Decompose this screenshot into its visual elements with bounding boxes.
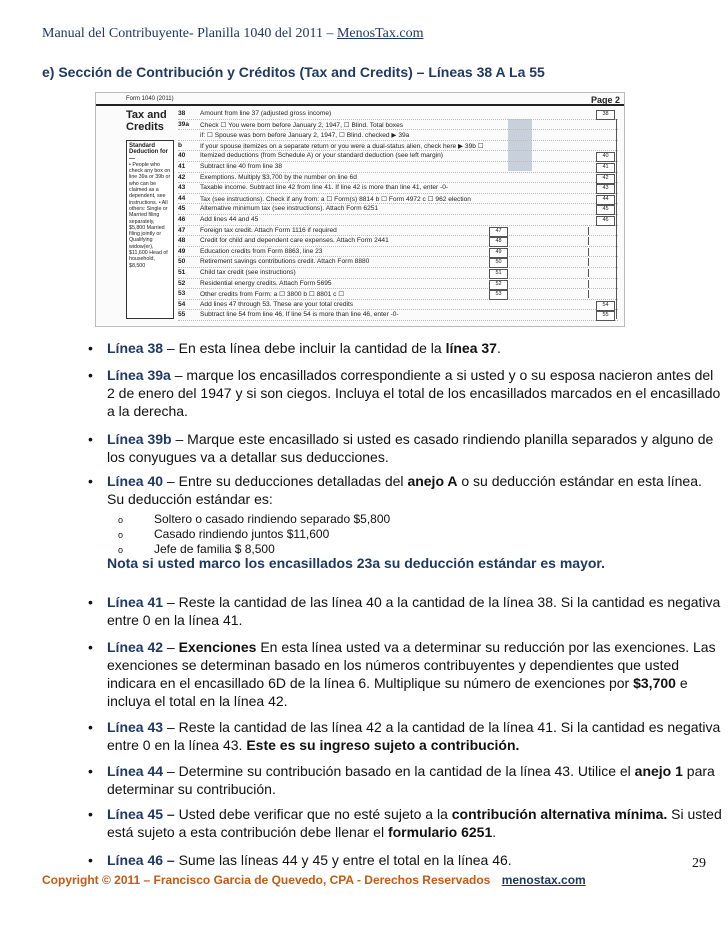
- sub-list-text: Soltero o casado rindiendo separado $5,800: [154, 512, 391, 526]
- bold-phrase: Este es su ingreso sujeto a contribución.: [246, 737, 520, 753]
- body-text: –: [163, 763, 179, 779]
- form-right-box[interactable]: 42: [596, 174, 615, 184]
- form-line: [178, 269, 618, 279]
- form-line-desc: Itemized deductions (from Schedule A) or your standard deduction (see left margin): [200, 152, 443, 160]
- bullet-text: [107, 472, 722, 508]
- bullet-text: [107, 430, 722, 466]
- form-line: [178, 184, 618, 194]
- form-right-box[interactable]: 41: [596, 163, 615, 173]
- bold-phrase: anejo A: [407, 473, 458, 489]
- form-right-box[interactable]: 40: [596, 152, 615, 162]
- form-mid-amount[interactable]: [508, 280, 589, 288]
- bullet-text: [107, 851, 722, 869]
- body-text: Reste la cantidad de las línea 40 a la cantidad de la línea 38. Si la cantidad es negativa entre 0 en la línea 41.: [107, 594, 721, 628]
- form-mid-box[interactable]: 47: [489, 227, 508, 237]
- form-mid-box[interactable]: 50: [489, 258, 508, 268]
- form-line: [178, 290, 618, 300]
- form-line: [178, 163, 618, 173]
- form-line-desc: If your spouse itemizes on a separate return or you were a dual-status alien, check here ▶ 39b ☐: [200, 142, 484, 150]
- body-text: Entre su deducciones detalladas del: [178, 473, 408, 489]
- form-line-number: 50: [178, 258, 186, 266]
- body-text: Si usted está sujeto a esta contribución debe llenar el: [107, 806, 722, 840]
- form-mid-box[interactable]: 48: [489, 237, 508, 247]
- body-text: En esta línea usted va a determinar su reducción por las exenciones. Las exenciones se determinan basado en los números contribuyentes y dependientes que usted indicara en el encasillado 6D de la línea 6. Multiplique su número de exenciones por: [107, 639, 716, 691]
- form-line: [178, 152, 618, 162]
- line-label: Línea 39a: [107, 367, 171, 383]
- form-right-box[interactable]: 45: [596, 205, 615, 215]
- form-mid-box[interactable]: 49: [489, 248, 508, 258]
- line-label: Línea 41: [107, 594, 164, 610]
- bold-phrase: anejo 1: [634, 763, 683, 779]
- footer-link[interactable]: menostax.com: [501, 873, 586, 887]
- form-line-number: 39a: [178, 120, 190, 128]
- form-mid-amount[interactable]: [508, 269, 589, 277]
- line-label: Línea 46 –: [107, 852, 175, 868]
- form-line-number: 44: [178, 194, 186, 202]
- form-line-number: 42: [178, 173, 186, 181]
- form-right-box[interactable]: 55: [596, 311, 615, 321]
- bullet-text: [107, 593, 722, 629]
- bullet-marker: •: [88, 594, 93, 610]
- footer-copyright: Copyright © 2011 – Francisco Garcia de Quevedo, CPA - Derechos Reservados: [42, 873, 491, 887]
- bullet-marker: •: [88, 340, 93, 356]
- form-line-desc: Check ☐ You were born before January 2, 1947, ☐ Blind. Total boxes: [200, 121, 404, 129]
- note-text: Nota si usted marco los encasillados 23a su deducción estándar es mayor.: [107, 555, 605, 571]
- line-label: Línea 42: [107, 639, 164, 655]
- form-line: [178, 237, 618, 247]
- form-line-desc: Add lines 47 through 53. These are your total credits: [200, 300, 354, 308]
- bullet-marker: •: [88, 806, 93, 822]
- bullet-text: [107, 762, 722, 798]
- form-line-desc: if: ☐ Spouse was born before January 2, 1947, ☐ Blind. checked ▶ 39a: [200, 132, 410, 140]
- body-text: –: [170, 367, 187, 383]
- form-top-rule: [96, 104, 624, 106]
- form-line: [178, 301, 618, 311]
- form-line-desc: Child tax credit (see instructions): [200, 269, 296, 276]
- footer: [42, 873, 586, 887]
- form-line-number: 43: [178, 184, 186, 192]
- bullet-marker: •: [88, 431, 93, 447]
- form-line-desc: Amount from line 37 (adjusted gross income): [200, 110, 332, 117]
- form-line: [178, 216, 618, 226]
- bold-phrase: $3,700: [633, 675, 676, 691]
- form-line-number: 45: [178, 205, 186, 213]
- bullet-text: [107, 638, 722, 710]
- line-label: Línea 45 –: [107, 806, 175, 822]
- form-mid-amount[interactable]: [508, 248, 589, 256]
- form-line-desc: Add lines 44 and 45: [200, 216, 259, 223]
- form-line-number: 52: [178, 279, 186, 287]
- page-number: 29: [692, 856, 706, 871]
- body-text: –: [163, 639, 179, 655]
- sub-list-item: [112, 512, 390, 528]
- form-side-title: Tax and Credits: [126, 109, 167, 133]
- form-right-box[interactable]: 54: [596, 301, 615, 311]
- bold-phrase: contribución alternativa mínima.: [451, 806, 668, 822]
- form-line-number: 54: [178, 300, 186, 308]
- form-label: Form 1040 (2011): [126, 96, 174, 102]
- form-line-desc: Subtract line 40 from line 38: [200, 163, 283, 170]
- form-line-number: 55: [178, 311, 186, 319]
- form-line-desc: Credit for child and dependent care expenses. Attach Form 2441: [200, 237, 389, 245]
- form-line-desc: Education credits from Form 8863, line 23: [200, 247, 323, 255]
- line-label: Línea 43: [107, 719, 164, 735]
- form-line-desc: Tax (see instructions). Check if any from: a ☐ Form(s) 8814 b ☐ Form 4972 c ☐ 962 election: [200, 195, 471, 203]
- form-line: [178, 121, 618, 131]
- std-text: • People who check any box on line 39a or 39b or who can be claimed as a dependent, see instructions. • All others: Single or Married filing separately, $5,800 Married filing jointly or Qualifying widow(er), $11,600 Head of household, $8,500: [129, 161, 171, 269]
- form-line-desc: Taxable income. Subtract line 42 from line 41. If line 42 is more than line 41, enter -0-: [200, 184, 449, 192]
- form-line: [178, 280, 618, 290]
- body-text: .: [492, 824, 497, 840]
- body-text: –: [163, 719, 179, 735]
- form-line-number: 49: [178, 247, 186, 255]
- form-1040-image: [95, 92, 625, 327]
- body-text: Marque este encasillado si usted es casado rindiendo planilla separados y alguno de los conyugues va a detallar sus deducciones.: [107, 431, 714, 465]
- bullet-text: [107, 366, 722, 420]
- form-line-number: 51: [178, 269, 186, 276]
- bullet-marker: •: [88, 367, 93, 383]
- body-text: Sume las líneas 44 y 45 y entre el total en la línea 46.: [178, 852, 512, 868]
- form-line-number: 53: [178, 290, 186, 298]
- body-text: –: [163, 340, 179, 356]
- bold-phrase: formulario 6251: [387, 824, 493, 840]
- form-line-number: 40: [178, 152, 186, 160]
- std-title: Standard Deduction for—: [129, 143, 168, 162]
- bullet-marker: •: [88, 719, 93, 735]
- bullet-text: [107, 805, 722, 841]
- form-mid-box[interactable]: 51: [489, 269, 508, 279]
- form-mid-amount[interactable]: [508, 258, 589, 266]
- body-text: para determinar su contribución.: [107, 763, 715, 797]
- line-label: Línea 44: [107, 763, 164, 779]
- form-line-desc: Retirement savings contributions credit. Attach Form 8880: [200, 258, 370, 266]
- form-line: [178, 142, 618, 152]
- form-line-number: 41: [178, 163, 186, 170]
- form-line: [178, 131, 618, 141]
- line-label: Línea 38: [107, 340, 164, 356]
- running-header: [42, 26, 424, 42]
- bullet-text: [107, 718, 722, 754]
- body-text: o su deducción estándar en esta línea. Su deducción estándar es:: [107, 473, 702, 507]
- form-line-number: 46: [178, 216, 186, 223]
- form-mid-amount[interactable]: [508, 227, 589, 235]
- form-right-box[interactable]: 38: [596, 110, 615, 120]
- form-mid-box[interactable]: 53: [489, 290, 508, 300]
- bullet-marker: •: [88, 852, 93, 868]
- bold-phrase: Exenciones: [178, 639, 257, 655]
- body-text: e incluya el total en la línea 42.: [107, 675, 688, 709]
- form-mid-amount[interactable]: [508, 237, 589, 245]
- body-text: marque los encasillados correspondiente a si usted y o su esposa nacieron antes del 2 de enero del 1947 y si son ciegos. Incluya el total de los encasillados marcados en el encasillado a la derecha.: [107, 367, 721, 419]
- form-line-desc: Exemptions. Multiply $3,700 by the number on line 6d: [200, 173, 357, 181]
- form-line: [178, 110, 618, 120]
- body-text: –: [163, 594, 179, 610]
- bold-phrase: línea 37: [445, 340, 497, 356]
- form-right-box[interactable]: 46: [596, 216, 615, 226]
- form-line-number: 38: [178, 110, 186, 117]
- form-line-desc: Subtract line 54 from line 46. If line 54 is more than line 46, enter -0-: [200, 311, 399, 319]
- sub-marker: o: [118, 530, 124, 540]
- form-page-label: Page 2: [590, 95, 620, 105]
- form-line: [178, 311, 618, 321]
- form-line: [178, 205, 618, 215]
- body-text: Reste la cantidad de las línea 42 a la cantidad de la línea 41. Si la cantidad es negativa entre 0 en la línea 43.: [107, 719, 721, 753]
- section-title: e) Sección de Contribución y Créditos (Tax and Credits) – Líneas 38 A La 55: [42, 64, 545, 80]
- form-line-number: 48: [178, 237, 186, 245]
- bullet-marker: •: [88, 473, 93, 489]
- bullet-marker: •: [88, 763, 93, 779]
- form-right-box[interactable]: 43: [596, 184, 615, 194]
- form-line: [178, 174, 618, 184]
- sub-list-text: Jefe de familia $ 8,500: [154, 542, 275, 556]
- form-mid-amount[interactable]: [508, 290, 589, 298]
- form-line-number: 47: [178, 226, 186, 234]
- form-line-desc: Residential energy credits. Attach Form 5695: [200, 279, 332, 287]
- body-text: En esta línea debe incluir la cantidad de la: [178, 340, 446, 356]
- form-line-desc: Foreign tax credit. Attach Form 1116 if required: [200, 226, 337, 234]
- body-text: Determine su contribución basado en la cantidad de la línea 43. Utilice el: [178, 763, 635, 779]
- sub-list-text: Casado rindiendo juntos $11,600: [154, 527, 330, 541]
- header-link[interactable]: MenosTax.com: [336, 26, 424, 41]
- form-line-number: b: [178, 141, 183, 149]
- sub-list-item: [112, 527, 329, 543]
- standard-deduction-box: [126, 140, 174, 319]
- body-text: –: [171, 431, 188, 447]
- body-text: Usted debe verificar que no esté sujeto a la: [178, 806, 452, 822]
- line-label: Línea 40: [107, 473, 164, 489]
- sub-marker: o: [118, 515, 124, 525]
- form-line: [178, 227, 618, 237]
- form-line-desc: Alternative minimum tax (see instructions). Attach Form 6251: [200, 205, 379, 213]
- form-line: [178, 248, 618, 258]
- sub-marker: o: [118, 545, 124, 555]
- form-mid-box[interactable]: 52: [489, 280, 508, 290]
- form-right-box[interactable]: 44: [596, 195, 615, 205]
- bullet-text: [107, 339, 722, 357]
- header-title: Manual del Contribuyente- Planilla 1040 del 2011 –: [42, 26, 334, 41]
- bullet-marker: •: [88, 639, 93, 655]
- form-line: [178, 195, 618, 205]
- form-line-desc: Other credits from Form: a ☐ 3800 b ☐ 8801 c ☐: [200, 291, 345, 299]
- line-label: Línea 39b: [107, 431, 172, 447]
- body-text: –: [163, 473, 179, 489]
- form-line: [178, 258, 618, 268]
- body-text: .: [496, 340, 501, 356]
